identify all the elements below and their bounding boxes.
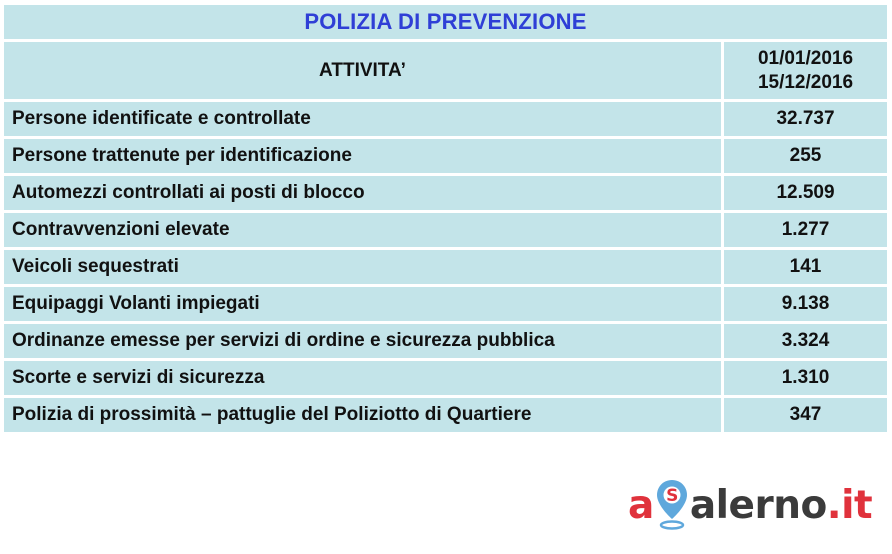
header-activity-cell — [4, 42, 721, 99]
row-label: Polizia di prossimità – pattuglie del Poliziotto di Quartiere — [4, 398, 721, 432]
row-label: Contravvenzioni elevate — [4, 213, 721, 247]
row-label: Persone trattenute per identificazione — [4, 139, 721, 173]
table-row — [4, 361, 887, 395]
row-value: 347 — [724, 398, 887, 432]
logo-word: alerno — [689, 482, 827, 528]
row-value: 3.324 — [724, 324, 887, 358]
table-row — [4, 139, 887, 173]
row-value: 12.509 — [724, 176, 887, 210]
map-pin-icon — [655, 479, 689, 531]
statistics-table — [4, 5, 887, 435]
row-label: Ordinanze emesse per servizi di ordine e sicurezza pubblica — [4, 324, 721, 358]
site-logo — [628, 475, 872, 535]
table-title: POLIZIA DI PREVENZIONE — [304, 9, 587, 34]
row-label: Automezzi controllati ai posti di blocco — [4, 176, 721, 210]
table-row — [4, 213, 887, 247]
row-value: 255 — [724, 139, 887, 173]
table-row — [4, 324, 887, 358]
row-value: 1.310 — [724, 361, 887, 395]
row-value: 32.737 — [724, 102, 887, 136]
row-label: Persone identificate e controllate — [4, 102, 721, 136]
row-label: Equipaggi Volanti impiegati — [4, 287, 721, 321]
table-row — [4, 287, 887, 321]
header-period-end: 15/12/2016 — [757, 71, 854, 93]
header-period-start: 01/01/2016 — [757, 47, 854, 69]
table-row — [4, 102, 887, 136]
header-period-cell — [724, 42, 887, 99]
table-row — [4, 250, 887, 284]
row-value: 9.138 — [724, 287, 887, 321]
table-row — [4, 398, 887, 432]
row-value: 1.277 — [724, 213, 887, 247]
table-header-row — [4, 42, 887, 99]
row-label: Scorte e servizi di sicurezza — [4, 361, 721, 395]
logo-suffix: .it — [826, 482, 873, 528]
header-activity-label: ATTIVITA’ — [319, 59, 406, 81]
table-row — [4, 176, 887, 210]
table-title-row — [4, 5, 887, 39]
logo-prefix: a — [628, 482, 654, 528]
row-value: 141 — [724, 250, 887, 284]
svg-text:S: S — [665, 486, 678, 506]
row-label: Veicoli sequestrati — [4, 250, 721, 284]
